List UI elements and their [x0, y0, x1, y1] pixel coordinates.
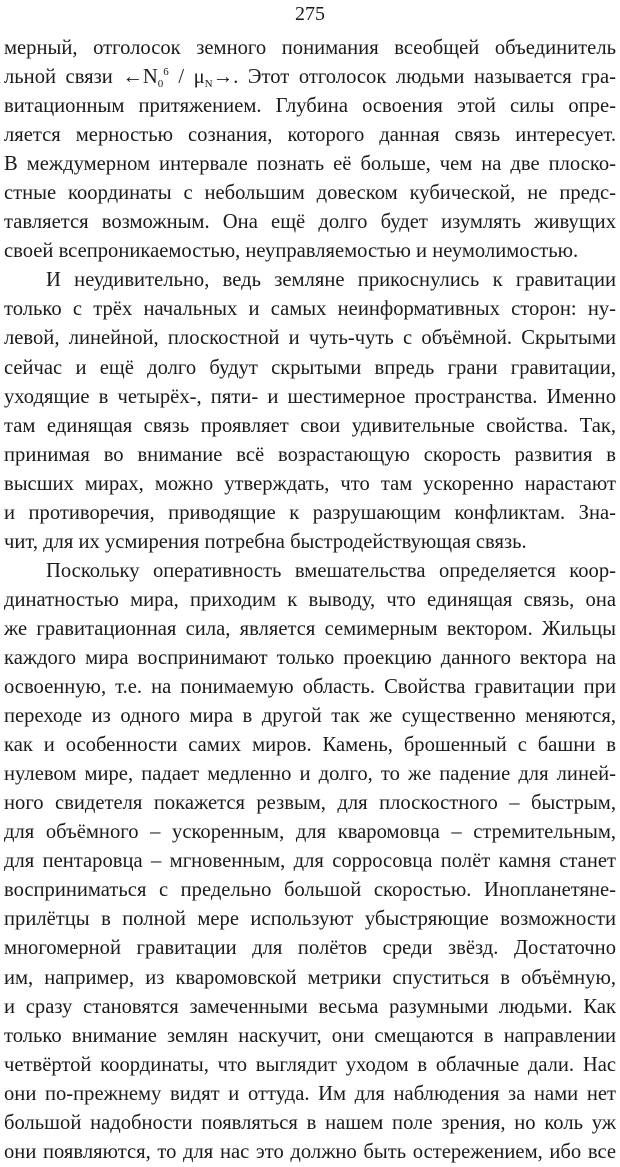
text-line: переходе из одного мира в другой так же существенно меняются,	[4, 705, 616, 728]
text-line: каждого мира воспринимают только проекцию данного вектора на	[4, 646, 616, 669]
text-line: большой надобности появляться в нашем поле зрения, но коль уж	[4, 1111, 616, 1134]
text-line: для пентаровца – мгновенным, для сорросовца полёт камня станет	[4, 850, 616, 873]
text-line: уходящие в четырёх-, пяти- и шестимерное пространства. Именно	[4, 385, 616, 408]
text-line: Поскольку оперативность вмешательства определяется коор-	[46, 559, 616, 582]
text-line: там единящая связь проявляет свои удивительные свойства. Так,	[4, 414, 616, 437]
text-line: своей всепроникаемостью, неуправляемостью и неумолимостью.	[4, 240, 579, 263]
text-line: четвёртой координаты, что выглядит уходом в облачные дали. Нас	[4, 1053, 616, 1076]
text-line: левой, линейной, плоскостной и чуть-чуть с объёмной. Скрытыми	[4, 327, 616, 350]
text-line: И неудивительно, ведь земляне прикоснулись к гравитации	[46, 269, 616, 292]
text-line: тавляется возможным. Она ещё долго будет изумлять живущих	[4, 211, 616, 234]
text-line: только внимание землян наскучит, они смещаются в направлении	[4, 1024, 616, 1047]
text-line: же гравитационная сила, является семимерным вектором. Жильцы	[4, 617, 616, 640]
text-line: они появляются, то для нас это должно быть остережением, ибо все	[4, 1140, 616, 1163]
page-number: 275	[295, 3, 325, 25]
text-line: ного свидетеля покажется резвым, для плоскостного – быстрым,	[4, 792, 616, 815]
text-line: восприниматься с предельно большой скоростью. Инопланетяне-	[4, 879, 616, 902]
text-line: принимая во внимание всё возрастающую скорость развития в	[4, 443, 616, 466]
formula-sub-n: N	[204, 78, 213, 91]
text-line: для объёмного – ускоренным, для кваромовца – стремительным,	[4, 821, 616, 844]
text-line: они по-прежнему видят и оттуда. Им для наблюдения за нами нет	[4, 1082, 616, 1105]
text-line: стные координаты с небольшим довеском кубической, не предс-	[4, 182, 616, 205]
text-line: прилётцы в полной мере используют убыстряющие возможности	[4, 908, 616, 931]
text-line: В междумерном интервале познать её больше, чем на две плоско-	[4, 153, 616, 176]
text-line: им, например, из кваромовской метрики спуститься в объёмную,	[4, 966, 616, 989]
formula-before: льной связи ←N	[4, 66, 158, 89]
text-line: чит, для их усмирения потребна быстродействующая связь.	[4, 530, 527, 553]
text-line: витационным притяжением. Глубина освоения этой силы опре-	[4, 95, 616, 118]
text-line: только с трёх начальных и самых неинформативных сторон: ну-	[4, 298, 616, 321]
text-line-formula	[4, 63, 616, 92]
text-line: как и особенности самих миров. Камень, брошенный с башни в	[4, 734, 616, 757]
formula-sub-zero: 0	[157, 78, 164, 91]
text-line: нулевом мире, падает медленно и долго, то же падение для линей-	[4, 763, 616, 786]
text-line: сейчас и ещё долго будут скрытыми впредь грани гравитации,	[4, 356, 616, 379]
text-line: мерный, отголосок земного понимания всеобщей объединитель	[4, 37, 616, 59]
text-line: и противоречия, приводящие к разрушающим конфликтам. Зна-	[4, 501, 616, 524]
formula-after: →. Этот отголосок людьми называется гра-	[212, 66, 616, 89]
formula-sup-six: 6	[163, 66, 169, 79]
body-text	[4, 34, 616, 1167]
text-line: многомерной гравитации для полётов среди звёзд. Достаточно	[4, 937, 616, 960]
text-line: высших мирах, можно утверждать, что там ускоренно нарастают	[4, 472, 616, 495]
text-line: и сразу становятся замеченными весьма разумными людьми. Как	[4, 995, 616, 1018]
text-line: освоенную, т.е. на понимаемую область. Свойства гравитации при	[4, 676, 616, 699]
text-line: ляется мерностью сознания, которого данная связь интересует.	[4, 124, 616, 147]
formula-slash-mu: / μ	[168, 66, 205, 89]
text-line: динатностью мира, приходим к выводу, что единящая связь, она	[4, 588, 616, 611]
